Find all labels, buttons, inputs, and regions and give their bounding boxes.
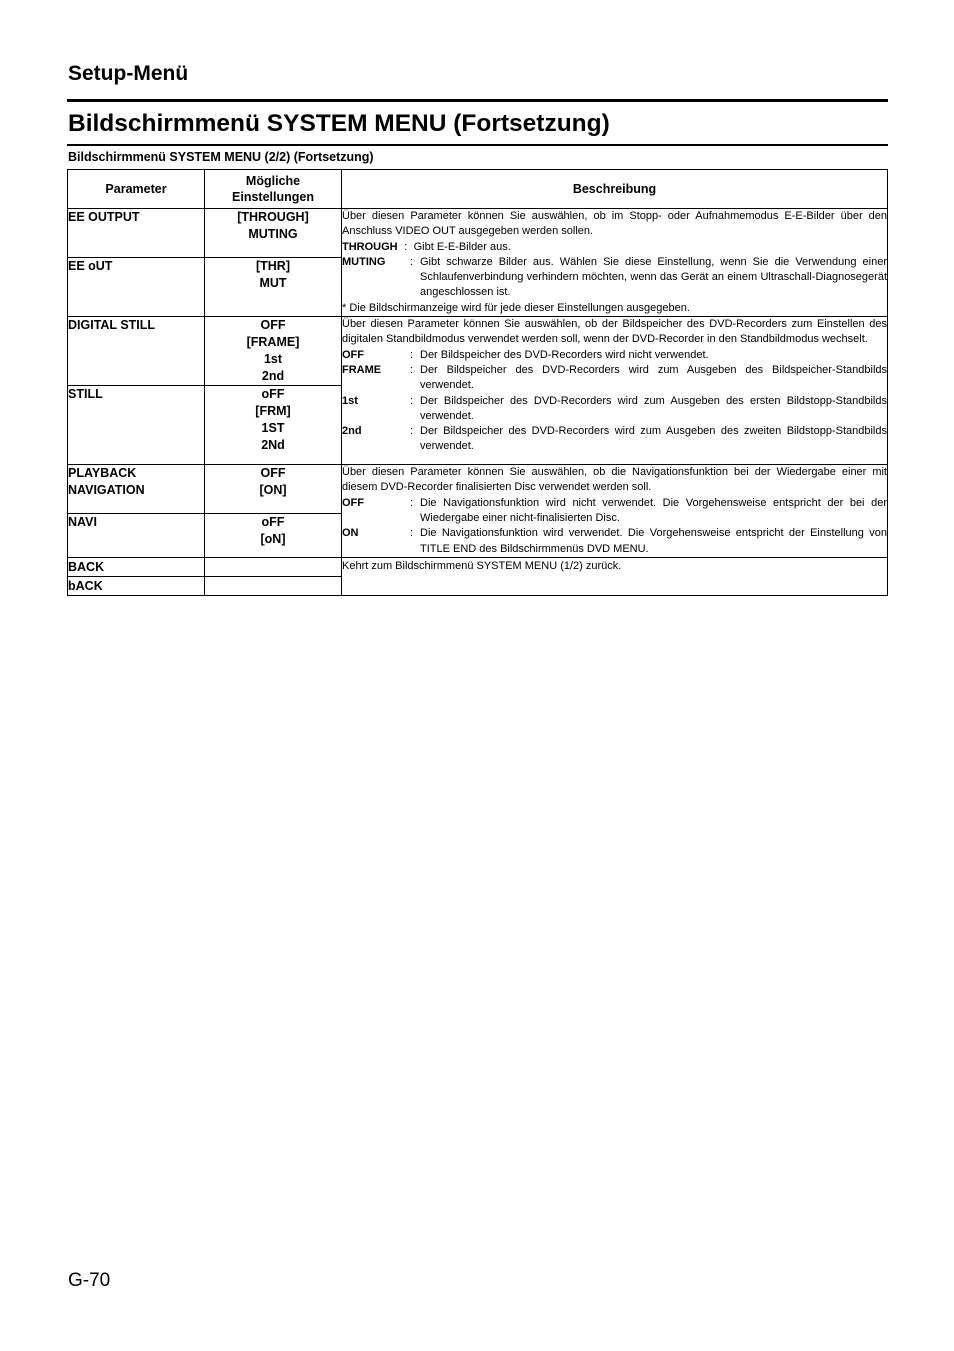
param-name-line2: NAVIGATION <box>68 483 145 498</box>
description-intro: Über diesen Parameter können Sie auswählen, ob die Navigationsfunktion bei der Wiedergabe einer mit diesem DVD-Recorder finalisierten Disc verwendet werden soll. <box>342 466 887 494</box>
value-option: 1st <box>263 352 283 367</box>
column-header-settings-line2: Einstellungen <box>232 190 314 204</box>
option-text: Gibt E-E-Bilder aus. <box>413 240 511 253</box>
option-entry: OFF : Die Navigationsfunktion wird nicht verwendet. Die Vorgehensweise entspricht der bei der Wiedergabe einer nicht-finalisierten Disc. <box>342 496 887 527</box>
value-option: [ON] <box>259 483 287 498</box>
param-display-name: NAVI <box>68 514 205 558</box>
param-description <box>342 465 888 558</box>
param-description <box>342 557 888 595</box>
value-option: oFF <box>261 387 285 402</box>
option-entry: MUTING : Gibt schwarze Bilder aus. Wählen Sie diese Einstellung, wenn Sie die Verwendung einer Schlaufenverbindung verhindern möchten, wenn das Gerät an einem Ultraschall-Diagnosegerät angeschlossen ist. <box>342 255 887 301</box>
param-name: BACK <box>68 557 205 576</box>
system-menu-table <box>67 169 888 596</box>
param-display-values <box>205 576 342 595</box>
description-intro: Kehrt zum Bildschirmmenü SYSTEM MENU (1/2) zurück. <box>342 559 622 572</box>
value-option: 2nd <box>261 369 285 384</box>
option-key: OFF <box>342 496 364 509</box>
section-title: Setup-Menü <box>68 62 189 85</box>
option-text: Der Bildspeicher des DVD-Recorders wird zum Ausgeben des ersten Bildstopp-Standbilds verwendet. <box>420 394 887 422</box>
table-header-row <box>68 170 888 209</box>
param-name: EE OUTPUT <box>68 209 205 258</box>
option-key: 2nd <box>342 425 362 438</box>
param-display-name: STILL <box>68 386 205 465</box>
param-display-name: bACK <box>68 576 205 595</box>
value-option: OFF <box>260 466 286 481</box>
option-entry: 2nd : Der Bildspeicher des DVD-Recorders wird zum Ausgeben des zweiten Bildstopp-Standbilds verwendet. <box>342 424 887 455</box>
page-title: Bildschirmmenü SYSTEM MENU (Fortsetzung) <box>68 110 610 137</box>
value-option: [THR] <box>255 259 290 274</box>
value-option: [FRAME] <box>246 335 300 350</box>
column-header-settings-line1: Mögliche <box>245 174 301 188</box>
column-header-description: Beschreibung <box>342 170 888 209</box>
table-row <box>68 465 888 514</box>
option-key: ON <box>342 527 359 540</box>
value-option: 2Nd <box>261 438 285 453</box>
option-key: MUTING <box>342 255 386 268</box>
param-description <box>342 209 888 317</box>
option-entry: THROUGH : Gibt E-E-Bilder aus. <box>342 240 887 255</box>
option-key: 1st <box>342 394 358 407</box>
option-key: THROUGH <box>342 240 398 253</box>
option-entry: ON : Die Navigationsfunktion wird verwendet. Die Vorgehensweise entspricht der Einstellung von TITLE END des Bildschirmmenüs DVD MENU. <box>342 526 887 557</box>
param-display-values <box>205 514 342 558</box>
header-rule <box>67 99 888 102</box>
description-intro: Über diesen Parameter können Sie auswählen, ob der Bildspeicher des DVD-Recorders zum Einstellen des digitalen Standbildmodus verwendet werden soll, wenn der DVD-Recorder in den Standbildmodus wechselt. <box>342 318 887 346</box>
option-text: Die Navigationsfunktion wird nicht verwendet. Die Vorgehensweise entspricht der bei der Wiedergabe einer nicht-finalisierten Disc. <box>420 496 887 524</box>
table-row <box>68 317 888 386</box>
page-number: G-70 <box>68 1270 111 1291</box>
option-text: Der Bildspeicher des DVD-Recorders wird zum Ausgeben des zweiten Bildstopp-Standbilds verwendet. <box>420 425 887 453</box>
param-description <box>342 317 888 465</box>
value-option: [FRM] <box>255 404 291 419</box>
table-row <box>68 209 888 258</box>
option-entry: FRAME : Der Bildspeicher des DVD-Recorders wird zum Ausgeben des Bildspeicher-Standbilds verwendet. <box>342 363 887 394</box>
param-values <box>205 557 342 576</box>
param-name <box>68 465 205 514</box>
description-note: * Die Bildschirmanzeige wird für jede dieser Einstellungen ausgegeben. <box>342 301 690 314</box>
option-key: FRAME <box>342 363 382 376</box>
option-entry: OFF : Der Bildspeicher des DVD-Recorders wird nicht verwendet. <box>342 348 887 363</box>
option-text: Der Bildspeicher des DVD-Recorders wird nicht verwendet. <box>420 348 709 361</box>
param-values <box>205 317 342 386</box>
value-option: 1ST <box>261 421 285 436</box>
column-header-parameter: Parameter <box>68 170 205 209</box>
option-key: OFF <box>342 348 364 361</box>
option-entry: 1st : Der Bildspeicher des DVD-Recorders wird zum Ausgeben des ersten Bildstopp-Standbilds verwendet. <box>342 394 887 425</box>
table-row <box>68 557 888 576</box>
description-intro: Über diesen Parameter können Sie auswählen, ob im Stopp- oder Aufnahmemodus E-E-Bilder über den Anschluss VIDEO OUT ausgegeben werden sollen. <box>342 210 887 238</box>
value-option: MUT <box>259 276 287 291</box>
table-caption: Bildschirmmenü SYSTEM MENU (2/2) (Fortsetzung) <box>68 150 374 164</box>
value-option: [THROUGH] <box>237 210 309 224</box>
param-values <box>205 465 342 514</box>
option-text: Gibt schwarze Bilder aus. Wählen Sie diese Einstellung, wenn Sie die Verwendung einer Schlaufenverbindung verhindern möchten, wenn das Gerät an einem Ultraschall-Diagnosegerät angeschlossen ist. <box>420 255 887 299</box>
column-header-settings <box>205 170 342 209</box>
option-text: Der Bildspeicher des DVD-Recorders wird zum Ausgeben des Bildspeicher-Standbilds verwendet. <box>420 363 887 392</box>
value-option: MUTING <box>248 227 298 241</box>
value-option: OFF <box>260 318 286 333</box>
value-option: [oN] <box>260 532 286 547</box>
title-rule <box>67 144 888 146</box>
value-option: oFF <box>261 515 285 530</box>
param-display-values <box>205 258 342 317</box>
param-display-values <box>205 386 342 465</box>
param-name: DIGITAL STILL <box>68 317 205 386</box>
param-display-name: EE oUT <box>68 258 205 317</box>
param-values <box>205 209 342 258</box>
option-text: Die Navigationsfunktion wird verwendet. Die Vorgehensweise entspricht der Einstellung von TITLE END des Bildschirmmenüs DVD MENU. <box>420 527 887 555</box>
param-name-line1: PLAYBACK <box>68 466 137 481</box>
